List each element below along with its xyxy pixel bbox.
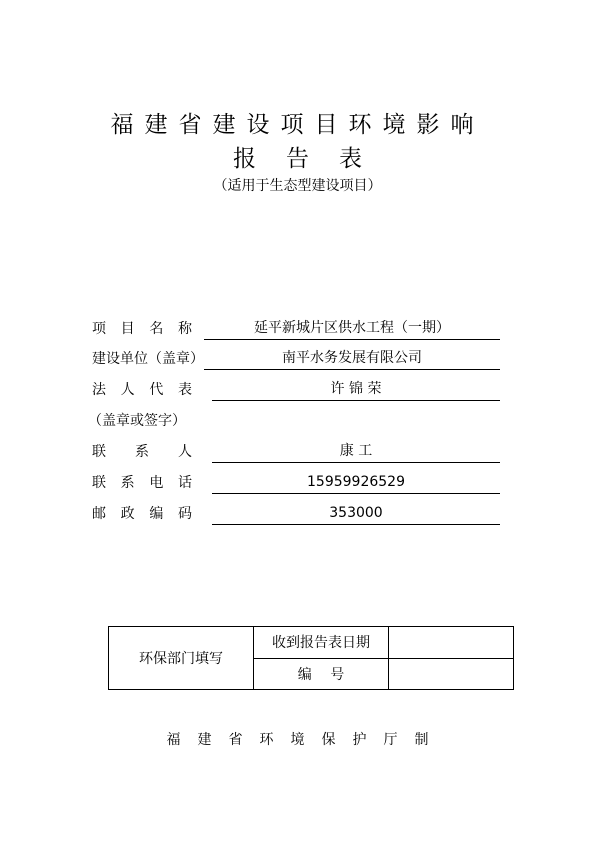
number-value[interactable]: [389, 658, 514, 690]
field-label-contact: 联 系 人: [92, 444, 192, 460]
field-value-legal-rep[interactable]: 许 锦 荣: [212, 380, 500, 401]
field-value-postcode[interactable]: 353000: [212, 504, 500, 525]
field-builder: [92, 350, 502, 370]
document-subtitle: （适用于生态型建设项目）: [213, 178, 382, 194]
environmental-dept-label: 环保部门填写: [109, 627, 254, 690]
issuer-footer: 福建省环境保护厅制: [166, 732, 446, 748]
environmental-dept-table: [108, 626, 514, 690]
received-date-value[interactable]: [389, 627, 514, 659]
number-label: 编 号: [254, 658, 389, 690]
received-date-label: 收到报告表日期: [254, 627, 389, 659]
field-label-builder: 建设单位（盖章）: [92, 351, 204, 367]
field-legal-rep-note: [88, 412, 502, 432]
field-value-phone[interactable]: 15959926529: [212, 473, 500, 494]
field-phone: [92, 474, 502, 494]
document-title-line-1: 福建省建设项目环境影响: [110, 112, 485, 138]
field-label-phone: 联 系 电 话: [92, 475, 192, 491]
field-label-project-name: 项 目 名 称: [92, 321, 192, 337]
field-value-contact[interactable]: 康 工: [212, 442, 500, 463]
document-title-line-2: 报告表: [233, 146, 392, 172]
field-contact: [92, 443, 502, 463]
field-value-project-name[interactable]: 延平新城片区供水工程（一期）: [204, 319, 500, 340]
field-project-name: [92, 320, 502, 340]
field-legal-rep: [92, 381, 502, 401]
field-postcode: [92, 505, 502, 525]
field-label-legal-rep: 法 人 代 表: [92, 382, 192, 398]
field-value-builder[interactable]: 南平水务发展有限公司: [204, 349, 500, 370]
field-label-postcode: 邮 政 编 码: [92, 506, 192, 522]
field-note-legal-rep: （盖章或签字）: [88, 413, 186, 429]
